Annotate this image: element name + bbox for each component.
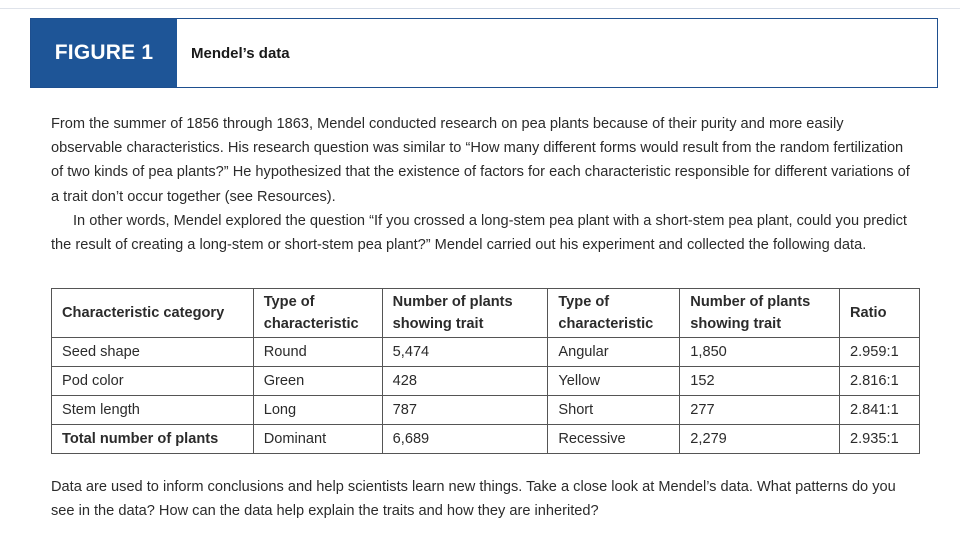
intro-paragraph-2: In other words, Mendel explored the question “If you crossed a long-stem pea plant with a short-stem pea plant, could you predict the result of creating a long-stem or short-stem pea plant?” Mendel carried out his experiment and collected the following data.	[51, 212, 907, 254]
figure-header	[30, 18, 938, 88]
header-dominant-type: Type of characteristic	[253, 289, 382, 338]
table-row	[52, 396, 920, 425]
table-cell: Seed shape	[52, 338, 254, 367]
table-cell: Total number of plants	[52, 425, 254, 454]
header-recessive-type: Type of characteristic	[548, 289, 680, 338]
table-cell: 2,279	[680, 425, 840, 454]
figure-label: FIGURE 1	[31, 19, 177, 87]
table-cell: 2.935:1	[840, 425, 920, 454]
table-cell: 277	[680, 396, 840, 425]
table-cell: 6,689	[382, 425, 548, 454]
table-cell: 1,850	[680, 338, 840, 367]
table-cell: Pod color	[52, 367, 254, 396]
table-cell: 2.816:1	[840, 367, 920, 396]
header-dominant-count: Number of plants showing trait	[382, 289, 548, 338]
table-cell: Recessive	[548, 425, 680, 454]
table-cell: Round	[253, 338, 382, 367]
table-cell: 152	[680, 367, 840, 396]
table-cell: Short	[548, 396, 680, 425]
table-row	[52, 367, 920, 396]
header-recessive-count: Number of plants showing trait	[680, 289, 840, 338]
intro-paragraph-1: From the summer of 1856 through 1863, Mendel conducted research on pea plants because of their purity and more easily observable characteristics. His research question was similar to “How many different forms would result from the random fertilization of two kinds of pea plants?” He hypothesized that the existence of factors for each characteristic responsible for different variations of a trait don’t occur together (see Resources).	[51, 116, 910, 205]
table-cell: 2.959:1	[840, 338, 920, 367]
table-row	[52, 338, 920, 367]
table-total-row	[52, 425, 920, 454]
table-cell: 2.841:1	[840, 396, 920, 425]
figure-title: Mendel’s data	[191, 44, 290, 62]
table-cell: Yellow	[548, 367, 680, 396]
table-cell: 787	[382, 396, 548, 425]
table-cell: 428	[382, 367, 548, 396]
header-ratio: Ratio	[840, 289, 920, 338]
table-cell: Dominant	[253, 425, 382, 454]
closing-text: Data are used to inform conclusions and help scientists learn new things. Take a close look at Mendel’s data. What patterns do you see in the data? How can the data help explain the traits and how they are inherited?	[51, 479, 896, 519]
table-cell: 5,474	[382, 338, 548, 367]
table-cell: Long	[253, 396, 382, 425]
top-divider	[0, 8, 960, 9]
table-cell: Green	[253, 367, 382, 396]
table-header-row	[52, 289, 920, 338]
mendel-data-table	[51, 288, 920, 454]
intro-text	[51, 112, 919, 257]
header-characteristic-category: Characteristic category	[52, 289, 254, 338]
table-cell: Angular	[548, 338, 680, 367]
table-cell: Stem length	[52, 396, 254, 425]
